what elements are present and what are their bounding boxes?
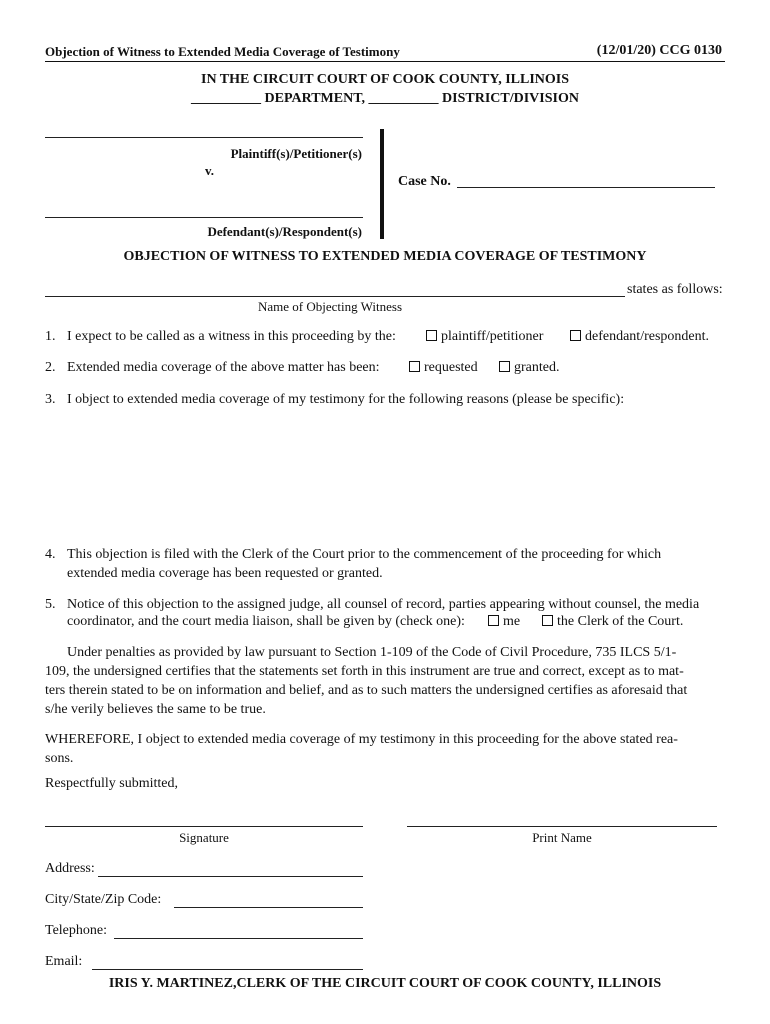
certification-line-2: 109, the undersigned certifies that the statements set forth in this instrument are true and correct, except as to mat- [45, 664, 684, 679]
clerk-option-label: the Clerk of the Court. [557, 614, 684, 629]
wherefore-line-1: WHEREFORE, I object to extended media coverage of my testimony in this proceeding for the above stated rea- [45, 732, 678, 747]
case-no-field[interactable] [457, 187, 715, 188]
print-name-label: Print Name [532, 830, 592, 845]
address-field[interactable] [98, 876, 363, 877]
telephone-field[interactable] [114, 938, 363, 939]
document-title: OBJECTION OF WITNESS TO EXTENDED MEDIA COVERAGE OF TESTIMONY [123, 249, 647, 264]
versus-label: v. [205, 163, 215, 178]
granted-option[interactable] [499, 360, 559, 376]
item-2-text: Extended media coverage of the above matter has been: [67, 360, 380, 375]
plaintiff-petitioner-option[interactable] [426, 329, 543, 345]
clerk-footer: IRIS Y. MARTINEZ,CLERK OF THE CIRCUIT COURT OF COOK COUNTY, ILLINOIS [108, 976, 662, 991]
item-1-text: I expect to be called as a witness in this proceeding by the: [67, 329, 396, 344]
requested-option-label: requested [424, 360, 478, 375]
form-code: (12/01/20) CCG 0130 [596, 43, 722, 58]
item-3-number: 3. [45, 392, 56, 407]
item-3-text: I object to extended media coverage of my testimony for the following reasons (please be specific): [67, 392, 625, 407]
wherefore-line-2: sons. [45, 751, 74, 766]
defendant-label: Defendant(s)/Respondent(s) [207, 224, 362, 239]
certification-line-1: Under penalties as provided by law pursuant to Section 1-109 of the Code of Civil Procedure, 735 ILCS 5/1- [67, 645, 677, 660]
defendant-field[interactable] [45, 217, 363, 218]
item-5-number: 5. [45, 597, 56, 612]
requested-option[interactable] [409, 360, 478, 376]
header-rule [45, 61, 725, 62]
item-2-number: 2. [45, 360, 56, 375]
case-no-label: Case No. [398, 174, 451, 189]
requested-checkbox[interactable] [409, 361, 420, 372]
me-checkbox[interactable] [488, 615, 499, 626]
department-line: __________ DEPARTMENT, __________ DISTRICT/DIVISION [191, 91, 579, 106]
item-5-line-2: coordinator, and the court media liaison, shall be given by (check one): [67, 614, 465, 629]
city-state-zip-field[interactable] [174, 907, 363, 908]
email-label: Email: [45, 954, 83, 969]
witness-name-label: Name of Objecting Witness [258, 299, 403, 314]
telephone-label: Telephone: [45, 923, 107, 938]
plaintiff-field[interactable] [45, 137, 363, 138]
court-heading: IN THE CIRCUIT COURT OF COOK COUNTY, ILLINOIS [201, 72, 569, 87]
item-4-line-1: This objection is filed with the Clerk of the Court prior to the commencement of the proceeding for which [67, 547, 662, 562]
clerk-checkbox[interactable] [542, 615, 553, 626]
city-state-zip-label: City/State/Zip Code: [45, 892, 162, 907]
reasons-area[interactable] [45, 414, 725, 536]
item-4-number: 4. [45, 547, 56, 562]
print-name-field[interactable] [407, 826, 717, 827]
item-1-number: 1. [45, 329, 56, 344]
form-title: Objection of Witness to Extended Media Coverage of Testimony [45, 44, 400, 59]
defendant-respondent-option[interactable] [570, 329, 709, 345]
me-option-label: me [503, 614, 521, 629]
certification-line-3: ters therein stated to be on information and belief, and as to such matters the undersigned certifies as aforesaid that [45, 683, 688, 698]
states-as-follows: states as follows: [627, 282, 723, 297]
item-4-line-2: extended media coverage has been requested or granted. [67, 566, 383, 581]
certification-line-4: s/he verily believes the same to be true. [45, 702, 266, 717]
signature-field[interactable] [45, 826, 363, 827]
me-option[interactable] [488, 612, 520, 632]
plaintiff-checkbox[interactable] [426, 330, 437, 341]
closing-text: Respectfully submitted, [45, 776, 178, 791]
caption-divider [380, 129, 384, 239]
item-5-line-1: Notice of this objection to the assigned judge, all counsel of record, parties appearing without counsel, the media [67, 597, 700, 612]
granted-option-label: granted. [514, 360, 560, 375]
defendant-checkbox[interactable] [570, 330, 581, 341]
granted-checkbox[interactable] [499, 361, 510, 372]
witness-name-field[interactable] [45, 296, 625, 297]
plaintiff-option-label: plaintiff/petitioner [441, 329, 544, 344]
defendant-option-label: defendant/respondent. [585, 329, 710, 344]
clerk-option[interactable] [542, 612, 683, 632]
address-label: Address: [45, 861, 95, 876]
email-field[interactable] [92, 969, 363, 970]
plaintiff-label: Plaintiff(s)/Petitioner(s) [230, 146, 362, 161]
signature-label: Signature [179, 830, 229, 845]
